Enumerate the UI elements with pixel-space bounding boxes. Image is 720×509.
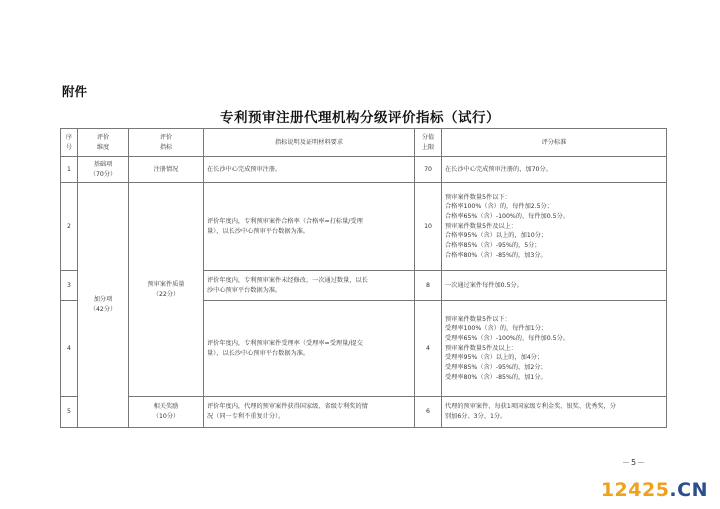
row-seq: 3 [61, 271, 78, 301]
header-seq: 序 号 [61, 129, 78, 157]
row-seq: 4 [61, 301, 78, 397]
table-row [61, 183, 667, 271]
header-description: 指标说明及证明材料要求 [204, 129, 415, 157]
header-indicator: 评价 指标 [129, 129, 204, 157]
row-seq: 1 [61, 157, 78, 183]
row-standard: 预审案件数量5件以下： 受理率100%（含）的，每件加1分； 受理率65%（含）-100%的，每件加0.5分。 预审案件数量5件及以上： 受理率95%（含）以上的，加4分； 受理率85%（含）-95%的，加2分； 受理率80%（含）-85%的，加1分。 [442, 301, 667, 397]
row-description: 在长沙中心完成预审注册。 [204, 157, 415, 183]
header-standard: 评分标准 [442, 129, 667, 157]
table-row [61, 397, 667, 428]
row-score: 70 [415, 157, 442, 183]
row-score: 8 [415, 271, 442, 301]
indicator-case-quality: 预审案件质量 （22分） [129, 183, 204, 397]
evaluation-table [60, 128, 667, 428]
indicator-awards: 相关奖励 （10分） [129, 397, 204, 428]
row-score: 6 [415, 397, 442, 428]
row-standard: 在长沙中心完成预审注册的，加70分。 [442, 157, 667, 183]
indicator-registration: 注册情况 [129, 157, 204, 183]
watermark-suffix: .CN [669, 479, 708, 501]
header-score: 分值 上限 [415, 129, 442, 157]
page-number: －5－ [622, 458, 647, 467]
row-description: 评价年度内，专利预审案件合格率（合格率=打标量/受理 量），以长沙中心预审平台数据为准。 [204, 183, 415, 271]
document-title: 专利预审注册代理机构分级评价指标（试行） [220, 110, 500, 126]
table-header-row [61, 129, 667, 157]
header-dimension: 评价 维度 [78, 129, 129, 157]
dimension-basic: 基础项 （70分） [78, 157, 129, 183]
row-seq: 5 [61, 397, 78, 428]
row-description: 评价年度内，专利预审案件受理率（受理率=受理量/提交 量），以长沙中心预审平台数据为准。 [204, 301, 415, 397]
row-score: 10 [415, 183, 442, 271]
row-standard: 一次通过案件每件加0.5分。 [442, 271, 667, 301]
row-standard: 预审案件数量5件以下： 合格率100%（含）的，每件加2.5分； 合格率65%（含）-100%的，每件加0.5分。 预审案件数量5件及以上： 合格率95%（含）以上的，加10分； 合格率85%（含）-95%的，5分； 合格率80%（含）-85%的，加3分。 [442, 183, 667, 271]
row-standard: 代理的预审案件，每获1项国家级专利金奖、银奖、优秀奖，分 别加6分、3分、1分。 [442, 397, 667, 428]
row-seq: 2 [61, 183, 78, 271]
table-row [61, 157, 667, 183]
site-watermark [601, 479, 708, 501]
row-score: 4 [415, 301, 442, 397]
watermark-number: 12425 [600, 479, 670, 501]
row-description: 评价年度内，专利预审案件未经修改，一次通过数量，以长 沙中心预审平台数据为准。 [204, 271, 415, 301]
attachment-label: 附件 [62, 84, 88, 99]
row-description: 评价年度内，代理的预审案件获得国家级、省级专利奖的情 况（同一专利不重复计分）。 [204, 397, 415, 428]
dimension-bonus: 加分项 （42分） [78, 183, 129, 428]
